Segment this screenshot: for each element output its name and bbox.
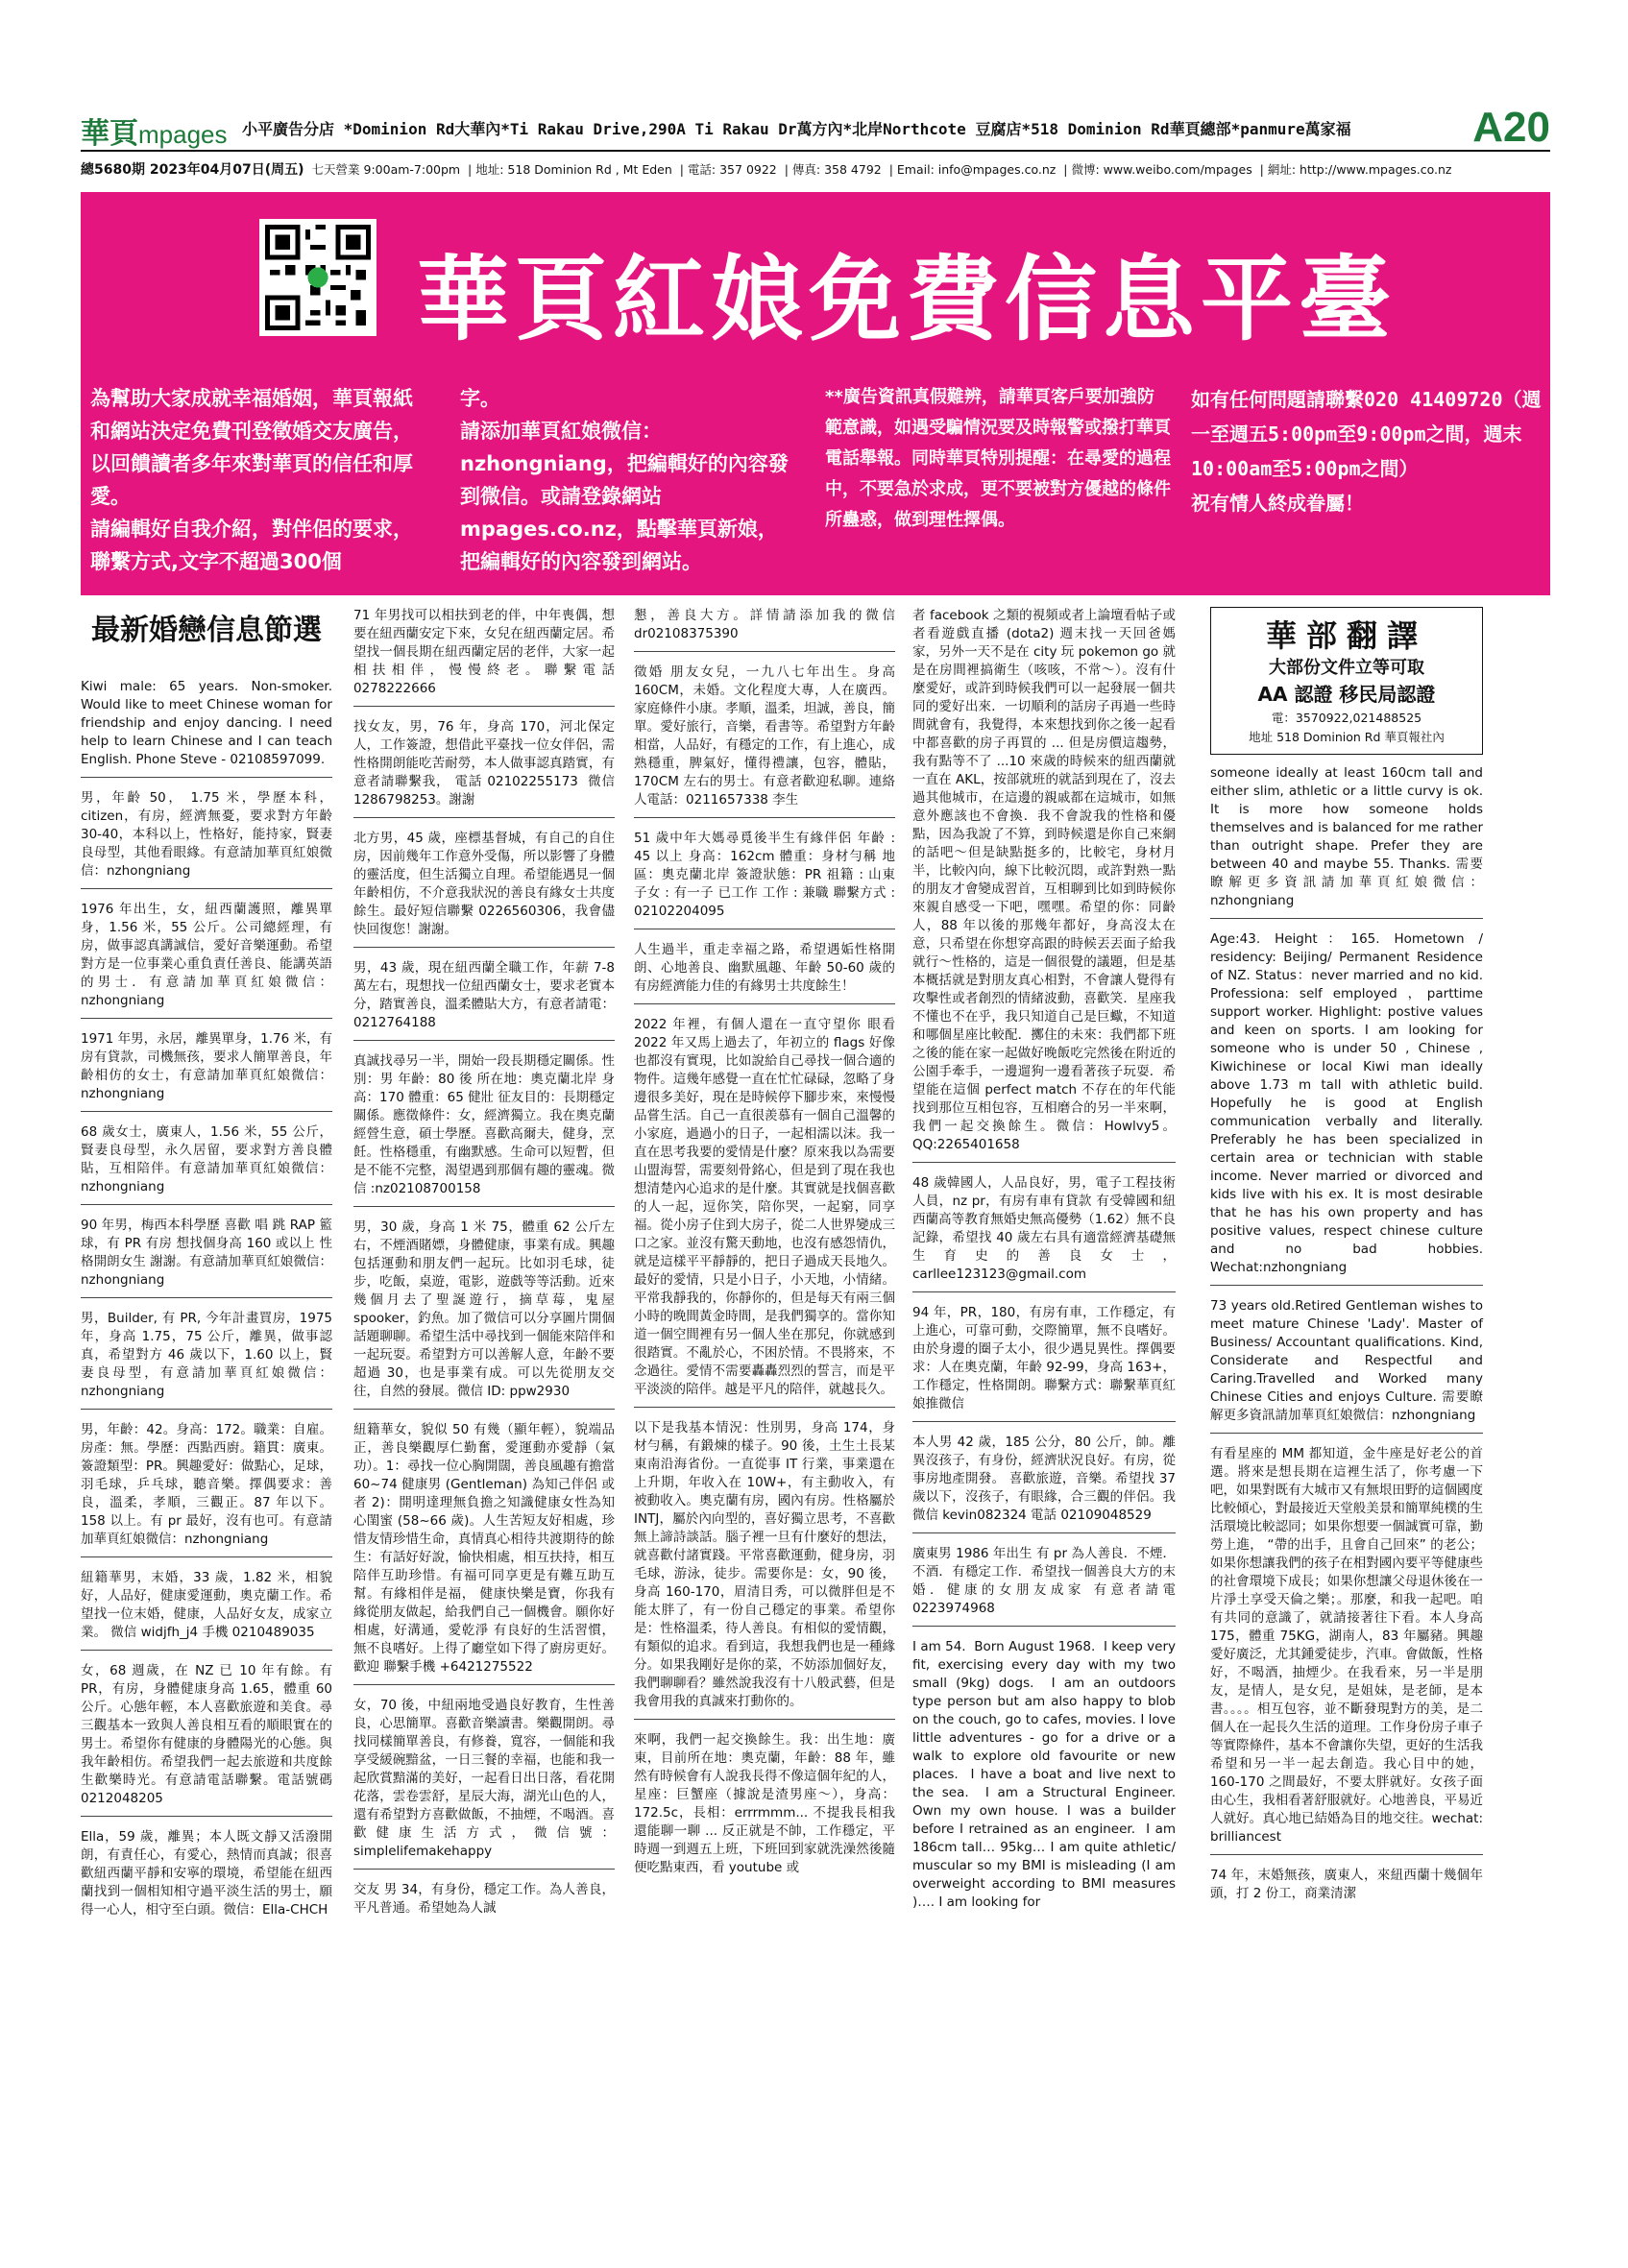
personal-ad: Age:43. Height：165. Hometown / residency: Beijing/ Permanent Residence of NZ. Status：never married and no kid. Professiona: self employed ，parttime support worker. Highlight: postive values and keen on sports. I am looking for someone who is under 50 , Chinese , Kiwichinese or local Kiwi man ideally above 1.73 m tall with athletic build. Hopefully he is good at English communication verbally and literally. Preferably he has been specialized in certain area or technician with stable income. Never married or divorced and kids live with his ex. It is most desirable that he has his own property and has positive values, respect chinese culture and no bad hobbies. Wechat:nzhongniang [1210,930,1483,1286]
web-link[interactable]: 網址: http://www.mpages.co.nz [1267,162,1452,177]
personal-ad: 男，年齡 50， 1.75 米，學歷本科，citizen，有房，經濟無憂，要求對方年齡 30-40，本科以上，性格好，能持家，賢妻良母型，其他看眼緣。有意請加華頁紅娘微信：nzhongniang [81,789,332,889]
banner-instructions: 字。 請添加華頁紅娘微信：nzhongniang，把編輯好的內容發到微信。或請登錄網站mpages.co.nz，點擊華頁新娘，把編輯好的內容發到網站。 [460,387,789,573]
section-title: 最新婚戀信息節選 [91,614,322,647]
header-divider [81,150,1550,152]
info-bar: 總5680期 2023年04月07日(周五) 七天營業 9:00am-7:00pm | 地址: 518 Dominion Rd , Mt Eden | 電話: 357 0922 | 傳真: 358 4792 | Email: info@mpages.co.nz | 微博: www.weibo.com/mpages | 網址: http://www.mpages.co.nz [81,162,1452,178]
personal-ad: 男，30 歲，身高 1 米 75，體重 62 公斤左右，不煙酒賭嫖，身體健康，事業有成。興趣包括運動和朋友們一起玩。比如羽毛球，徒步，吃飯，桌遊，電影，遊戲等等活動。近來幾個月去了聖誕遊行，摘草莓，鬼屋 spooker，釣魚。加了微信可以分享圖片開個話題聊聊。希望生活中尋找到一個能來陪伴和一起玩耍。希望對方可以善解人意，年齡不要超過 30，也是事業有成。可以先從朋友交往，自然的發展。微信 ID: ppw2930 [353,1218,615,1410]
banner-intro: 為幫助大家成就幸福婚姻，華頁報紙和網站決定免費刊登徵婚交友廣告，以回饋讀者多年來對華頁的信任和厚愛。 請編輯好自我介紹，對伴侶的要求，聯繫方式,文字不超過300個 [90,387,413,573]
personal-ad: 者 facebook 之類的視頻或者上論壇看帖子或者看遊戲直播 (dota2) 週末找一天回爸媽家，另外一天不是在 city 玩 pokemon go 就是在房間裡搞衛生（咳咳，不常～）。沒有什麼愛好，或許到時候我們可以一起發展一個共同的愛好出來．一切順利的話房子再過一些時間就會有，我覺得，本來想找到你之後一起看中都喜歡的房子再買的 ... 但是房價這趨勢，我有點等不了 ...10 來歲的時候來的紐西蘭就一直在 AKL，按部就班的就話到現在了，沒去過其他城市，在這邊的親戚都在這城市，如無意外應該也不會換．我不會說我的性格和優點，因為我說了不算，到時候還是你自己來網的話吧～但是缺點挺多的，比較宅，身材月半，比較內向，線下比較沉悶，或許對熟一點的朋友才會變成習首，互相聊到比如到時候你來親自感受一下吧，嘿嘿。希望的你：同齡人，88 年以後的那幾年都好，身高沒太在意，只希望在你想穿高跟的時候丟丟面子給我就行～性格的，這是一個很覺的議題，但是基本概括就是對朋友真心相對，不會讓人覺得有攻擊性或者創烈的情緒波動，喜歡笑．星座我不懂也不在乎，我只知道自己是巨蠍，不知道和哪個星座比較配．擲住的未來：我們都下班之後的能在家一起做好晚飯吃完然後在附近的公園手牽手，一邊遛狗一邊看著孩子玩耍．希望能在這個 perfect match 不存在的年代能找到那位互相包容，互相磨合的另一半來啊，我們一起交換餘生。微信：Howlvy5。QQ:2265401658 [912,607,1176,1163]
column-1 [81,607,337,1939]
translation-ad [1210,607,1483,755]
personal-ad: 人生過半，重走幸福之路，希望遇姤性格開朗、心地善良、幽默風趣、年齡 50-60 歲的有房經濟能力佳的有緣男士共度餘生！ [634,941,895,1004]
personal-ad: Ella，59 歲，離異；本人既文靜又活潑開朗，有責任心，有愛心，熱情而真誠；很喜歡紐西蘭平靜和安寧的環境，希望能在紐西蘭找到一個相知相守過平淡生活的男士，願得一心人，相守至白頭。微信：Ella-CHCH [81,1829,332,1918]
personal-ad: 北方男，45 歲，座標基督城，有自己的自住房，因前幾年工作意外受傷，所以影響了身體的靈活度，但生活獨立自理。希望能遇見一個年齡相仿，不介意我狀況的善良有緣女士共度餘生。最好短信聯繫 0226560306，我會儘快回復您！謝謝。 [353,830,615,948]
logo-cn: 華頁 [81,117,138,151]
column-4 [912,607,1180,1931]
personal-ad: 女，68 週歲，在 NZ 已 10 年有餘。有 PR，有房，身體健康身高 1.65，體重 60 公斤。心態年輕，本人喜歡旅遊和美食。尋三觀基本一致與人善良相互看的順眼實在的男士。希望你有健康的身體陽光的心態。與我年齡相仿。希望我們一起去旅遊和共度餘生歡樂時光。有意請電話聯繫。電話號碼 0212048205 [81,1662,332,1817]
address: 地址: 518 Dominion Rd , Mt Eden [475,162,672,177]
personal-ad: 90 年男，梅西本科學歷 喜歡 唱 跳 RAP 籃球，有 PR 有房 想找個身高 160 或以上 性格開朗女生 謝謝。有意請加華頁紅娘微信：nzhongniang [81,1217,332,1298]
personal-ad: 紐籍華男，末婚，33 歲，1.82 米，相貌好，人品好，健康愛運動，奧克蘭工作。希望找一位末婚，健康，人品好女友，成家立業。 微信 widjfh_j4 手機 0210489035 [81,1569,332,1651]
personal-ad: 48 歲韓國人，人品良好，男，電子工程技術人員，nz pr，有房有車有貸款 有受韓國和紐西蘭高等教育無婚史無高優勢（1.62）無不良記錄，希望找 40 歲左右具有適當經濟基礎無生育史的善良女士，carllee123123@gmail.com [912,1174,1176,1292]
translation-line2: AA 認證 移民局認證 [1257,683,1436,706]
wechat-qr-code [259,219,377,336]
personal-ad: 真誠找尋另一半，開始一段長期穩定關係。性別：男 年齡：80 後 所在地：奧克蘭北岸 身高：170 體重：65 健壯 征友目的：長期穩定關係。應徵條件：女，經濟獨立。我在奧克蘭經營生意，碩士學歷。喜歡高爾夫，健身，烹飪。性格穩重，有幽默感。生命可以短暫，但是不能不完整，渴望遇到那個有趣的靈魂。微信 :nz02108700158 [353,1052,615,1207]
email-link[interactable]: Email: info@mpages.co.nz [896,162,1057,177]
personal-ad: 男，年齡：42。身高：172。職業：自雇。房產：無。學歷：西點西廚。籍貫：廣東。簽證類型：PR。興趣愛好：做點心，足球，羽毛球，乒乓球，聽音樂。擇偶要求：善良，溫柔，孝順，三觀正。87 年以下。158 以上。有 pr 最好，沒有也可。有意請加華頁紅娘微信：nzhongniang [81,1421,332,1557]
personal-ad: 74 年，末婚無孩，廣東人，來紐西蘭十幾個年頭，打 2 份工，商業清潔 [1210,1868,1483,1901]
personal-ad: 來啊，我們一起交換餘生。我：出生地：廣東，目前所在地：奧克蘭，年齡：88 年，雖然有時候會有人說我長得不像這個年紀的人，星座：巨蟹座（據說是渣男座～），身高：172.5c，長相：errrmmm... 不提我長相我還能聊一聊 ... 反正就是不帥，工作穩定，平時週一到週五上班，下班回到家就洗澡然後隨便吃點東西，看 youtube 或 [634,1732,895,1875]
personal-ad: 徵婚 朋友女兒，一九八七年出生。身高 160CM，未婚。文化程度大專，人在廣西。家庭條件小康。孝順，溫柔，坦誠，善良，簡單。愛好旅行，音樂，看書等。希望對方年齡相當，人品好，有穩定的工作，有上進心，成熟穩重，脾氣好，懂得禮讓，包容，體貼，170CM 左右的男士。有意者歡迎私聊。連絡人電話：0211657338 李生 [634,664,895,818]
mpages-logo[interactable] [81,109,228,152]
qr-code-icon [265,225,371,330]
branch-list: 小平廣告分店 *Dominion Rd大華內*Ti Rakau Drive,290A Ti Rakau Dr萬方內*北岸Northcote 豆腐店*518 Dominion Rd華頁總部*panmure萬家福 [242,120,1351,138]
phone: 電話: 357 0922 [687,162,777,177]
banner-title: 華頁紅娘免費信息平臺 [417,246,1397,353]
personal-ad: Kiwi male: 65 years. Non-smoker. Would like to meet Chinese woman for friendship and enjoy dancing. I need help to learn Chinese and I can teach English. Phone Steve - 02108597099. [81,678,332,778]
translation-contact: 電：3570922,021488525 [1271,711,1422,725]
issue-date: 總5680期 2023年04月07日(周五) [81,162,304,178]
personal-ad: 2022 年裡，有個人還在一直守望你 眼看 2022 年又馬上過去了，年初立的 flags 好像也都沒有實現，比如說給自己尋找一個合適的物件。這幾年感覺一直在忙忙碌碌，忽略了身邊很多美好，現在是時候停下腳步來，來慢慢品嘗生活。自己一直很羨慕有一個自己溫馨的小家庭，過過小的日子，一起相濡以沫。我一直在思考我要的愛情是什麼？原來我以為需要山盟海誓，需要刻骨銘心，但是到了現在我也想清楚內心追求的是什麼。其實就是找個喜歡的人一起，逗你笑，陪你哭，一起窮，同享福。從小房子住到大房子，從二人世界變成三口之家。並沒有驚天動地，也沒有感怨情仇，就是這樣平平靜靜的，把日子過成天長地久。最好的愛情，只是小日子，小天地，小情緒。平常我靜我的，你靜你的，但是每天有兩三個小時的晚間黃金時間，是我們獨享的。當你知道一個空間裡有另一個人坐在那兒，你就感到很踏實。不亂於心，不困於情。不畏將來，不念過往。愛情不需要轟轟烈烈的誓言，而是平平淡淡的陪伴。越是平凡的陪伴，就越長久。 [634,1016,895,1408]
fax: 傳真: 358 4792 [791,162,882,177]
translation-address: 地址 518 Dominion Rd 華頁報社內 [1249,730,1445,744]
personal-ad: 男，Builder, 有 PR, 今年計畫買房，1975 年，身高 1.75，75 公斤，離異，做事認真，希望對方 46 歲以下，1.60 以上，賢妻良母型，有意請加華頁紅娘微信：nzhongniang [81,1310,332,1410]
column-3 [634,607,900,1896]
hours: 七天營業 9:00am-7:00pm [311,162,461,177]
banner-contact: 如有任何問題請聯繫020 41409720（週一至週五5:00pm至9:00pm之間，週末10:00am至5:00pm之間） 祝有情人終成眷屬！ [1191,388,1542,515]
page-number: A20 [1472,104,1550,151]
column-5 [1210,607,1492,1922]
weibo-link[interactable]: 微博: www.weibo.com/mpages [1071,162,1252,177]
personal-ad: 51 歲中年大媽尋覓後半生有緣伴侶 年齡 : 45 以上 身高：162cm 體重：身材勻稱 地區：奧克蘭北岸 簽證狀態：PR 祖籍 : 山東 子女 : 有一子 已工作 工作 : 兼職 聯繫方式 : 02102204095 [634,830,895,929]
translation-title: 華部翻譯 [1265,617,1427,654]
personal-ad: 紐籍華女，貌似 50 有幾（顯年輕），貌端品正，善良樂觀厚仁勤奮，愛運動亦愛靜（氣功）。1：尋找一位心胸開闊，善良風趣有擔當 60~74 健康男 (Gentleman) 為知己伴侶 或者 2)：開明達理無負擔之知識健康女性為知心閨蜜 (58~66 歲)。人生苦短友好相處，珍惜友情珍惜生命，真情真心相待共渡期待的餘生：有話好好說，愉快相處，相互扶持，相互陪伴互助珍惜。有福可同享更是有難互助互幫。有緣相伴是福， 健康快樂是寶，你我有緣從朋友做起，給我們自己一個機會。願你好相處，好溝通，愛乾淨 有良好的生活習慣，無不良嗜好。上得了廳堂如下得了廚房更好。歡迎 聯繫手機 +6421275522 [353,1421,615,1685]
personal-ad: 1976 年出生，女，紐西蘭護照，離異單身，1.56 米，55 公斤。公司總經理，有房，做事認真講誠信，愛好音樂運動。希望對方是一位事業心重負責任善良、能講英語的男士．有意請加華頁紅娘微信：nzhongniang [81,901,332,1019]
personal-ad: 73 years old.Retired Gentleman wishes to meet mature Chinese 'Lady'. Master of Business/ Accountant qualifications. Kind, Considerate and Respectful and Caring.Travelled and Worked many Chinese Cities and enjoys Culture. 需要瞭解更多資訊請加華頁紅娘微信：nzhongniang [1210,1297,1483,1434]
matchmaker-banner [81,192,1550,595]
personal-ad: 女，70 後，中紐兩地受過良好教育，生性善良，心思簡單。喜歡音樂讀書。樂觀開朗。尋找同樣簡單善良，有修養，寬容，一個能和我享受緩碗黯盆，一日三餐的幸福，也能和我一起欣賞黯滿的美好，一起看日出日落，看花開花落，雲卷雲舒，星辰大海，湖光山色的人，還有希望對方喜歡做飯，不抽煙，不喝酒。喜歡健康生活方式，微信號：simplelifemakehappy [353,1697,615,1870]
personal-ad: 懇，善良大方。詳情請添加我的微信 dr02108375390 [634,607,895,652]
personal-ad: 男，43 歲，現在紐西蘭全職工作，年薪 7-8 萬左右，現想找一位紐西蘭女士，要求老實本分，踏實善良，溫柔體貼大方，有意者請電：0212764188 [353,959,615,1041]
personal-ad: 有看星座的 MM 都知道，金牛座是好老公的首選。將來是想長期在這裡生活了，你考慮一下吧，如果對既有大城市又有無垠田野的這個國度比較傾心，對最接近天堂般美景和簡單純樸的生活環境比較認同；如果你想要一個誠實可靠，勤勞上進， “帶的出手，且會自己回來” 的老公；如果你想讓我們的孩子在相對國內要平等健康些的社會環境下成長；如果你想讓父母退休後在一片淨土享受天倫之樂；。那麼，和我一起吧。咱有共同的意識了，就請接著往下看。本人身高 175，體重 75KG，湖南人，83 年屬豬。興趣愛好廣泛，尤其鍾愛徒步，汽車。會做飯，性格好，不喝酒，抽煙少。在我看來，另一半是朋友，是情人，是女兒，是姐妹，是老師，是本書。。。。相互包容，並不斷發現對方的美，是二個人在一起長久生活的道理。工作身份房子車子等實際條件，基本不會讓你失望，更好的生活我希望和另一半一起去創造。我心目中的她，160-170 之間最好，不要太胖就好。女孩子面由心生，我相看著舒服就好。心地善良，平易近人就好。真心地已結婚為目的地交往。wechat: brilliancest [1210,1445,1483,1855]
personal-ad: 68 歲女士，廣東人，1.56 米，55 公斤，賢妻良母型，永久居留，要求對方善良體貼，互相陪伴。有意請加華頁紅娘微信：nzhongniang [81,1123,332,1205]
personal-ad: I am 54. Born August 1968. I keep very fit, exercising every day with my two small (9kg) dogs. I am an outdoors type person but am also happy to blob on the couch, go to cafes, movies. I love little adventures - go for a drive or a walk to explore old favourite or new places. I have a boat and live next to the sea. I am a Structural Engineer. Own my own house. I was a builder before I retrained as an engineer. I am 186cm tall… 95kg… I am quite athletic/ muscular so my BMI is misleading (I am overweight according to BMI measures )…. I am looking for [912,1639,1180,1910]
personal-ad: 71 年男找可以相扶到老的伴，中年喪偶，想要在紐西蘭安定下來，女兒在紐西蘭定居。希望找一個長期在紐西蘭定居的老伴，大家一起相扶相伴，慢慢終老。聯繫電話 0278222666 [353,607,615,707]
banner-warning: **廣告資訊真假難辨，請華頁客戶要加強防範意識，如遇受騙情況要及時報警或撥打華頁電話舉報。同時華頁特別提醒：在尋愛的過程中，不要急於求成，更不要被對方優越的條件所蠱惑，做到理性擇偶。 [825,387,1171,530]
personal-ad: 本人男 42 歲，185 公分，80 公斤，帥。離異沒孩子，有身份，經濟狀況良好。有房，從事房地產開發。 喜歡旅遊，音樂。希望找 37 歲以下，沒孩子，有眼緣，合三觀的伴侶。我微信 kevin082324 電話 02109048529 [912,1434,1176,1533]
personal-ad: 以下是我基本情況：性別男，身高 174，身材勻稱，有鍛煉的樣子。90 後，土生土長某東南沿海省份。一直從事 IT 行業，事業還在上升期，年收入在 10W+，有主動收入，有被動收入。奧克蘭有房，國內有房。性格屬於 INTJ，屬於內向型的，喜好獨立思考，不喜歡無上諦詩談話。腦子裡一旦有什麼好的想法，就喜歡付諸實踐。平常喜歡運動，健身房，羽毛球，游泳，徒步。需要你是：女，90 後，身高 160-170，眉清目秀，可以微胖但是不能太胖了，有一份自己穩定的事業。希望你是：性格溫柔，待人善良。有相似的愛情觀，有類似的追求。看到這，我想我們也是一種緣分。如果我剛好是你的菜，不妨添加個好友，我們聊聊看？雖然說我沒有十八般武藝，但是我會用我的真誠來打動你的。 [634,1419,895,1720]
translation-line1: 大部份文件立等可取 [1269,658,1424,678]
logo-en: mpages [138,120,228,149]
personal-ad: 94 年，PR，180，有房有車，工作穩定，有上進心，可靠可動，交際簡單，無不良嗜好。由於身邊的圈子太小，很少遇見異性。擇偶要求：人在奧克蘭，年齡 92-99，身高 163+，工作穩定，性格開朗。聯繫方式：聯繫華頁紅娘推微信 [912,1304,1176,1422]
personal-ad: 找女友，男，76 年，身高 170，河北保定人，工作簽證，想借此平臺找一位女伴侶，需性格開朗能吃苦耐勞，本人做事認真踏實，有意者請聯繫我， 電話 02102255173 微信 1286798253。謝謝 [353,718,615,818]
page-header [81,104,1550,192]
personal-ad: 1971 年男，永居，離異單身，1.76 米，有房有貸款，司機無孩，要求人簡單善良，年齡相仿的女士，有意請加華頁紅娘微信：nzhongniang [81,1030,332,1112]
personal-ad: someone ideally at least 160cm tall and either slim, athletic or a little curvy is ok. It is more how someone holds themselves and is balanced for me rather than outright shape. Prefer they are between 40 and maybe 55. Thanks. 需要瞭解更多資訊請加華頁紅娘微信：nzhongniang [1210,764,1483,919]
personal-ad: 廣東男 1986 年出生 有 pr 為人善良．不煙．不酒．有穩定工作．希望找一個善良大方的末婚．健康的女朋友成家 有意者請電 0223974968 [912,1545,1176,1627]
column-2 [353,607,620,1937]
personal-ad: 交友 男 34，有身份，穩定工作。為人善良，平凡普通。希望她為人誠 [353,1882,615,1916]
